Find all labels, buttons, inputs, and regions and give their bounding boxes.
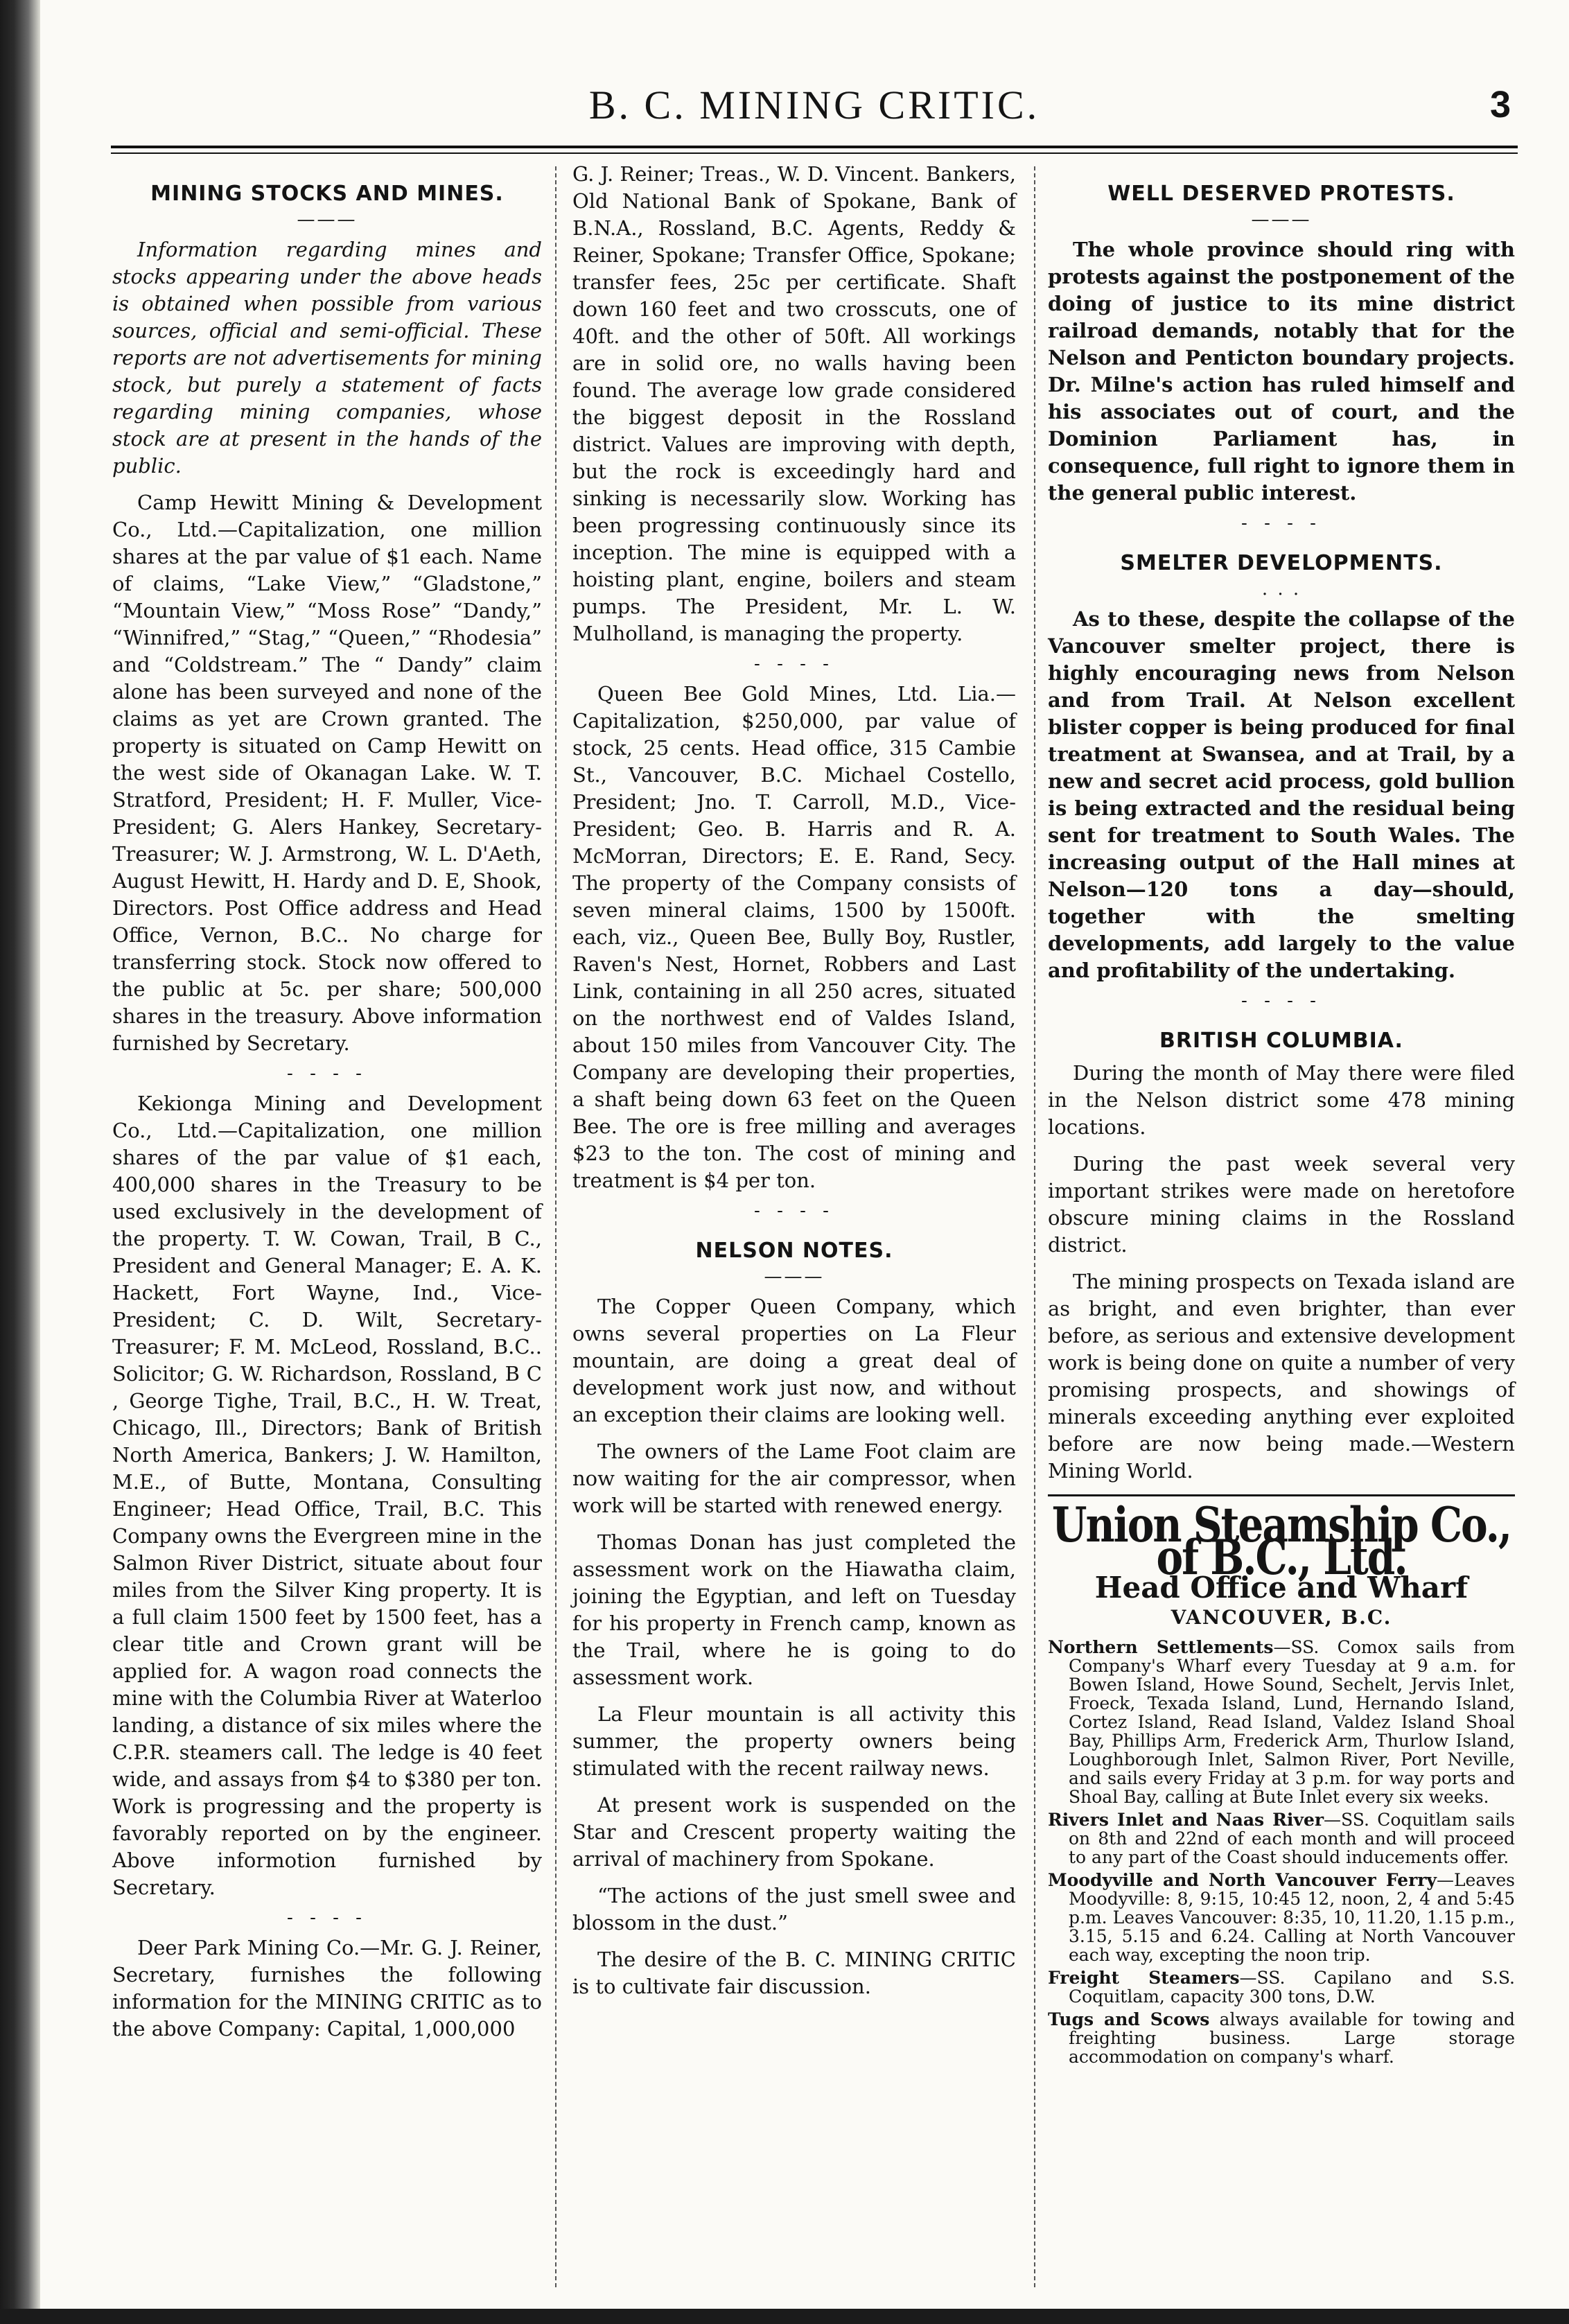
article-paragraph: The Copper Queen Company, which owns several properties on La Fleur mountain, are doing a great deal of development work just now, and without an exception their claims are looking well. [572, 1295, 1016, 1426]
ad-route-label: Freight Steamers [1048, 1968, 1240, 1988]
ad-subtitle: Head Office and Wharf [1094, 1571, 1469, 1605]
article-paragraph: La Fleur mountain is all activity this summer, the property owners being stimulated with the recent railway news. [572, 1702, 1016, 1780]
separator: - - - - [754, 654, 834, 674]
column-left [112, 161, 542, 2052]
column-divider [1034, 166, 1035, 2287]
heading-rule: ——— [1251, 209, 1312, 230]
header-rule [111, 146, 1518, 148]
section-heading: WELL DESERVED PROTESTS. [1107, 182, 1455, 206]
ad-route-text: —SS. Comox sails from Company's Wharf every Tuesday at 9 a.m. for Bowen Island, Howe Sound, Sechelt, Jervis Inlet, Froeck, Texada Island, Lund, Hernando Island, Cortez Island, Read Island, Valdez Island Shoal Bay, Phillips Arm, Frederick Arm, Thurlow Island, Loughborough Inlet, Salmon River, Port Neville, and sails every Friday at 3 p.m. for way ports and Shoal Bay, calling at Bute Inlet every six weeks. [1069, 1637, 1515, 1807]
column-divider [555, 166, 556, 2287]
page-header [111, 82, 1518, 137]
article-paragraph: As to these, despite the collapse of the Vancouver smelter project, there is highly encouraging news from Nelson and from Trail. At Nelson excellent blister copper is being produced for final treatment at Swansea, and at Trail, by a new and secret acid process, gold bullion is being extracted and the residual being sent for treatment to South Wales. The increasing output of the Hall mines at Nelson—120 tons a day—should, together with the smelting developments, add largely to the value and profitability of the undertaking. [1048, 607, 1515, 982]
separator: - - - - [287, 1907, 367, 1928]
ad-route-text: —Leaves Moodyville: 8, 9:15, 10:45 12, noon, 2, 4 and 5:45 p.m. Leaves Vancouver: 8:35, 10, 11.20, 1.15 p.m., 3.15, 5.15 and 6.24. Calling at North Vancouver each way, excepting the noon trip. [1069, 1870, 1515, 1965]
ad-route-label: Rivers Inlet and Naas River [1048, 1810, 1324, 1830]
ad-title: Union Steamship Co., of B.C., Ltd. [1051, 1496, 1511, 1586]
article-paragraph: During the month of May there were filed in the Nelson district some 478 mining locations. [1048, 1061, 1515, 1139]
column-middle [572, 161, 1016, 2010]
ad-city: VANCOUVER, B.C. [1171, 1606, 1392, 1629]
section-heading: MINING STOCKS AND MINES. [150, 182, 504, 206]
ad-route-text: always available for towing and freighting business. Large storage accommodation on company's wharf. [1069, 2009, 1515, 2067]
heading-rule: ——— [297, 209, 358, 230]
newspaper-title: B. C. MINING CRITIC. [588, 82, 1040, 128]
article-paragraph: Kekionga Mining and Development Co., Ltd.—Capitalization, one million shares of the par value of $1 each, 400,000 shares in the Treasury to be used exclusively in the development of the property. T. W. Cowan, Trail, B C., President and General Manager; E. A. K. Hackett, Fort Wayne, Ind., Vice-President; C. D. Wilt, Secretary-Treasurer; F. M. McLeod, Rossland, B.C.. Solicitor; G. W. Richardson, Rossland, B C , George Tighe, Trail, B.C., H. W. Treat, Chicago, Ill., Directors; Bank of British North America, Bankers; J. W. Hamilton, M.E., of Butte, Montana, Consulting Engineer; Head Office, Trail, B.C. This Company owns the Evergreen mine in the Salmon River District, situate about four miles from the Silver King property. It is a full claim 1500 feet by 1500 feet, has a clear title and Crown grant will be applied for. A wagon road connects the mine with the Columbia River at Waterloo landing, a distance of six miles where the C.P.R. steamers call. The ledge is 40 feet wide, and assays from $4 to $380 per ton. Work is progressing and the property is favorably reported on by the engineer. Above informotion furnished by Secretary. [112, 1092, 542, 1899]
article-paragraph: The owners of the Lame Foot claim are now waiting for the air compressor, when work will be started with renewed energy. [572, 1440, 1016, 1517]
article-paragraph: Thomas Donan has just completed the assessment work on the Hiawatha claim, joining the Egyptian, and left on Tuesday for his property in French camp, known as the Trail, where he is going to do assessment work. [572, 1530, 1016, 1689]
intro-paragraph: Information regarding mines and stocks appearing under the above heads is obtained when possible from various sources, official and semi-official. These reports are not advertisements for mining stock, but purely a statement of facts regarding mining companies, whose stock are at present in the hands of the public. [112, 238, 542, 478]
separator: - - - - [1241, 513, 1322, 534]
separator: - - - - [1241, 990, 1322, 1011]
ad-route-item [1048, 1871, 1515, 1964]
heading-rule: . . . [1261, 579, 1301, 600]
ad-route-label: Tugs and Scows [1048, 2009, 1210, 2029]
separator: - - - - [754, 1200, 834, 1221]
ad-route-item [1048, 1968, 1515, 2006]
article-paragraph: At present work is suspended on the Star and Crescent property waiting the arrival of machinery from Spokane. [572, 1793, 1016, 1871]
section-heading: SMELTER DEVELOPMENTS. [1120, 551, 1443, 575]
ad-route-item [1048, 1810, 1515, 1867]
page-bottom-edge [0, 2309, 1569, 2324]
article-paragraph: The whole province should ring with protests against the postponement of the doing of justice to its mine district railroad demands, notably that for the Nelson and Penticton boundary projects. Dr. Milne's action has ruled himself and his associates out of court, and the Dominion Parliament has, in consequence, full right to ignore them in the general public interest. [1048, 238, 1515, 505]
header-rule-thin [111, 152, 1518, 154]
ad-route-label: Moodyville and North Vancouver Ferry [1048, 1870, 1437, 1890]
quote-paragraph: “The actions of the just smell swee and blossom in the dust.” [572, 1884, 1016, 1934]
ad-route-item [1048, 1638, 1515, 1806]
heading-rule: ——— [764, 1266, 825, 1287]
ad-route-item [1048, 2010, 1515, 2066]
separator: - - - - [287, 1063, 367, 1084]
section-heading: BRITISH COLUMBIA. [1159, 1029, 1403, 1053]
section-heading: NELSON NOTES. [695, 1239, 893, 1263]
article-paragraph: The desire of the B. C. MINING CRITIC is to cultivate fair discussion. [572, 1948, 1016, 1998]
steamship-advertisement [1048, 1496, 1516, 2067]
ad-route-text: —SS. Capilano and S.S. Coquitlam, capacity 300 tons, D.W. [1069, 1968, 1516, 2007]
column-right [1048, 161, 1515, 2070]
book-spine-shadow [0, 0, 40, 2324]
article-paragraph: Queen Bee Gold Mines, Ltd. Lia.—Capitalization, $250,000, par value of stock, 25 cents. Head office, 315 Cambie St., Vancouver, B.C. Michael Costello, President; Jno. T. Carroll, M.D., Vice-President; Geo. B. Harris and R. A. McMorran, Directors; E. E. Rand, Secy. The property of the Company consists of seven mineral claims, 1500 by 1500ft. each, viz., Queen Bee, Bully Boy, Rustler, Raven's Nest, Hornet, Robbers and Last Link, containing in all 250 acres, situated on the northwest end of Valdes Island, about 150 miles from Vancouver City. The Company are developing their properties, a shaft being down 63 feet on the Queen Bee. The ore is free milling and averages $23 to the ton. The cost of mining and treatment is $4 per ton. [572, 682, 1016, 1192]
article-paragraph: The mining prospects on Texada island are as bright, and even brighter, than ever before, as serious and extensive development work is being done on quite a number of very promising prospects, and showings of minerals exceeding anything ever exploited before are now being made.—Western Mining World. [1048, 1270, 1515, 1483]
article-paragraph: Camp Hewitt Mining & Development Co., Ltd.—Capitalization, one million shares at the par value of $1 each. Name of claims, “Lake View,” “Gladstone,” “Mountain View,” “Moss Rose” “Dandy,” “Winnifred,” “Stag,” “Queen,” “Rhodesia” and “Coldstream.” The “ Dandy” claim alone has been surveyed and none of the claims as yet are Crown granted. The property is situated on Camp Hewitt on the west side of Okanagan Lake. W. T. Stratford, President; H. F. Muller, Vice-President; G. Alers Hankey, Secretary-Treasurer; W. J. Armstrong, W. L. D'Aeth, August Hewitt, H. Hardy and D. E, Shook, Directors. Post Office address and Head Office, Vernon, B.C.. No charge for transferring stock. Stock now offered to the public at 5c. per share; 500,000 shares in the treasury. Above information furnished by Secretary. [112, 491, 542, 1055]
page-number: 3 [1489, 84, 1511, 125]
ad-route-text: —SS. Coquitlam sails on 8th and 22nd of each month and will proceed to any part of the Coast should inducements offer. [1069, 1810, 1515, 1867]
article-paragraph: Deer Park Mining Co.—Mr. G. J. Reiner, Secretary, furnishes the following information for the MINING CRITIC as to the above Company: Capital, 1,000,000 [112, 1936, 542, 2041]
ad-route-label: Northern Settlements [1048, 1637, 1274, 1657]
article-paragraph: G. J. Reiner; Treas., W. D. Vincent. Bankers, Old National Bank of Spokane, Bank of B.N.A., Rossland, B.C. Agents, Reddy & Reiner, Spokane; Transfer Office, Spokane; transfer fees, 25c per certificate. Shaft down 160 feet and two crosscuts, one of 40ft. and the other of 50ft. All workings are in solid ore, no walls having been found. The average low grade considered the biggest deposit in the Rossland district. Values are improving with depth, but the rock is exceedingly hard and sinking is necessarily slow. Working has been progressing continuously since its inception. The mine is equipped with a hoisting plant, engine, boilers and steam pumps. The President, Mr. L. W. Mulholland, is managing the property. [572, 162, 1016, 645]
article-paragraph: During the past week several very important strikes were made on heretofore obscure mining claims in the Rossland district. [1048, 1152, 1515, 1257]
